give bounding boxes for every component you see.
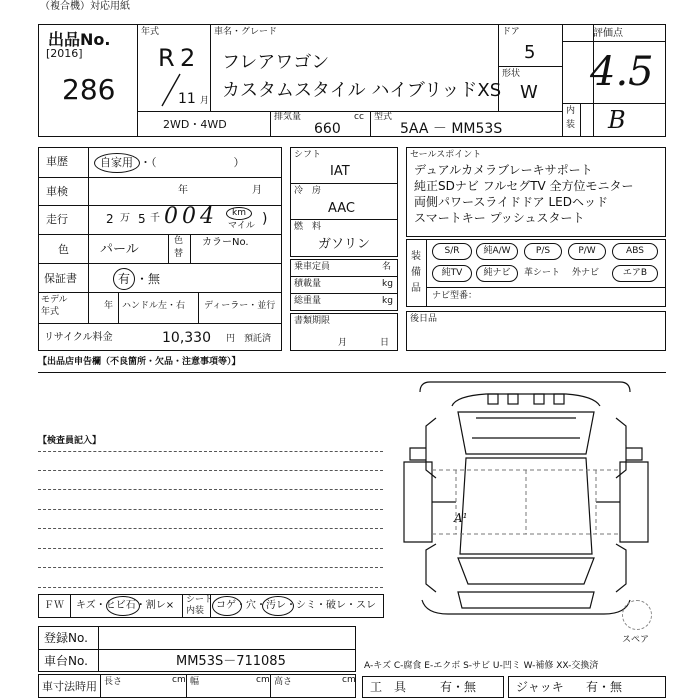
- warranty-label: 保証書: [44, 272, 77, 285]
- drive-label: 2WD・4WD: [163, 118, 227, 131]
- size-width-cm: cm: [256, 675, 270, 685]
- equipment-label-1: 装: [411, 251, 421, 262]
- ac-value: AAC: [328, 201, 355, 216]
- fw-items: キズ・ヒビ石・割レ×: [76, 600, 175, 611]
- equip-sr: S/R: [432, 243, 472, 260]
- seat-circle-1: [212, 596, 242, 616]
- sales-line-2: 純正SDナビ フルセグTV 全方位モニター: [414, 179, 634, 193]
- interior-label-1: 内: [566, 106, 576, 116]
- spare-tire-icon: [622, 600, 652, 630]
- mileage-paren: ): [262, 211, 268, 227]
- displacement-value: 660: [314, 121, 341, 137]
- dealer-label: ディーラー・並行: [204, 301, 276, 311]
- mile-unit: マイル: [228, 221, 255, 231]
- displacement-unit: cc: [354, 112, 364, 122]
- color-value: パール: [100, 242, 139, 257]
- recycle-note: 預託済: [244, 334, 272, 344]
- interior-value: B: [608, 106, 626, 134]
- warranty-no: ・無: [136, 272, 161, 286]
- recycle-label: リサイクル料金: [44, 332, 113, 343]
- score-label: 評価点: [593, 28, 623, 39]
- color-change-label-1: 色: [174, 236, 184, 246]
- color-label: 色: [58, 243, 69, 256]
- size-length-cm: cm: [172, 675, 186, 685]
- inspection-month-unit: 月: [252, 185, 262, 196]
- name-line2: カスタムスタイル ハイブリッドXS: [222, 80, 502, 101]
- color-no-label: カラーNo.: [202, 237, 249, 248]
- fw-label: ＦＷ: [44, 600, 64, 611]
- mileage-sen-unit: 千: [150, 213, 160, 224]
- docs-label: 書類期限: [294, 316, 331, 326]
- seller-notes-label: 【出品店申告欄（不良箇所・欠品・注意事項等）】: [38, 357, 241, 367]
- handle-label: ハンドル: [122, 301, 159, 311]
- equip-leather: 革シート: [524, 268, 561, 278]
- shape-label: 形状: [502, 69, 521, 79]
- tools-value: 有・無: [440, 680, 477, 694]
- mileage-rest: 004: [164, 204, 218, 229]
- reg-label: 登録No.: [44, 631, 88, 645]
- inspection-year-unit: 年: [178, 185, 188, 196]
- chassis-value: MM53S－711085: [176, 654, 286, 669]
- load-unit: kg: [382, 279, 393, 289]
- car-damage-diagram: [396, 378, 658, 618]
- docs-day: 日: [380, 338, 390, 348]
- inspector-label: 【検査員記入】: [38, 436, 102, 446]
- year-stamp: [2016]: [46, 47, 83, 60]
- spare-label: スペア: [622, 635, 650, 645]
- sales-line-1: デュアルカメラブレーキサポート: [414, 163, 593, 177]
- capacity-unit: 名: [382, 262, 392, 272]
- displacement-label: 排気量: [274, 112, 302, 122]
- equip-navi: 純ナビ: [476, 265, 518, 282]
- model-value: 5AA － MM53S: [400, 121, 503, 137]
- equip-airbag: エアB: [612, 265, 658, 282]
- equipment-label-2: 備: [411, 267, 421, 278]
- fuel-value: ガソリン: [318, 237, 371, 252]
- jack-value: 有・無: [586, 680, 623, 694]
- total-weight-unit: kg: [382, 296, 393, 306]
- docs-month: 月: [338, 338, 348, 348]
- mileage-label: 走行: [46, 213, 68, 226]
- ac-label: 冷 房: [294, 186, 322, 196]
- mileage-man: 2: [106, 212, 114, 226]
- model-year-label-2: 年式: [41, 307, 60, 317]
- score-value: 4.5: [590, 49, 654, 95]
- equip-ps: P/S: [524, 243, 562, 260]
- sales-label: セールスポイント: [410, 150, 482, 160]
- recycle-unit: 円: [226, 334, 236, 344]
- late-items-box: [406, 311, 666, 351]
- equipment-label-3: 品: [411, 283, 421, 294]
- size-height-label: 高さ: [274, 677, 293, 687]
- door-value: 5: [524, 42, 536, 63]
- name-line1: フレアワゴン: [222, 52, 330, 73]
- fw-circle: [106, 596, 140, 616]
- year-label: 年式: [141, 27, 160, 37]
- model-year-unit: 年: [104, 301, 114, 311]
- shift-label: シフト: [294, 150, 322, 160]
- fuel-label: 燃 料: [294, 222, 322, 232]
- size-length-label: 長さ: [104, 677, 123, 687]
- damage-legend: A-キズ C-腐食 E-エクボ S-サビ U-凹ミ W-補修 XX-交換済: [364, 661, 599, 671]
- inspection-label: 車検: [46, 185, 68, 198]
- equip-ext-navi: 外ナビ: [572, 268, 600, 278]
- late-label: 後日品: [410, 314, 438, 324]
- warranty-yes: 有: [118, 272, 131, 286]
- equip-abs: ABS: [612, 243, 658, 260]
- top-note: （複合機）対応用紙: [40, 1, 130, 12]
- name-label: 車名・グレード: [214, 27, 278, 37]
- month-value: 11: [178, 91, 196, 107]
- month-unit: 月: [200, 96, 210, 106]
- history-value: 自家用: [100, 156, 133, 169]
- equip-tv: 純TV: [432, 265, 472, 282]
- tools-label: 工 具: [370, 680, 407, 694]
- model-label: 型式: [374, 112, 393, 122]
- color-change-label-2: 替: [174, 249, 184, 259]
- sales-line-3: 両側パワースライドドア LEDヘッド: [414, 195, 609, 209]
- lot-label: 出品No.: [48, 30, 111, 49]
- history-suffix: ・（ ）: [140, 156, 245, 169]
- year-value: 2: [180, 44, 196, 72]
- size-height-cm: cm: [342, 675, 356, 685]
- total-weight-label: 総重量: [294, 296, 322, 306]
- size-width-label: 幅: [190, 677, 200, 687]
- history-label: 車歴: [46, 155, 68, 168]
- interior-label-2: 装: [566, 120, 576, 130]
- load-label: 積載量: [294, 279, 322, 289]
- capacity-label: 乗車定員: [294, 262, 331, 272]
- shape-value: W: [520, 82, 538, 103]
- size-label: 車寸法時用: [42, 680, 97, 693]
- lot-number: 286: [62, 73, 116, 106]
- seat-circle-2: [262, 596, 294, 616]
- navi-model-label: ナビ型番：: [432, 291, 478, 301]
- seat-label-2: 内装: [186, 606, 205, 616]
- handle-value: 左・右: [158, 301, 186, 311]
- km-unit: km: [232, 208, 246, 218]
- mileage-man-unit: 万: [120, 213, 130, 224]
- damage-mark-a1: A¹: [454, 511, 468, 525]
- sales-line-4: スマートキー プッシュスタート: [414, 211, 585, 225]
- model-year-label-1: モデル: [41, 295, 68, 305]
- equip-alloy-wheel: 純A/W: [476, 243, 518, 260]
- shift-value: IAT: [330, 164, 350, 179]
- year-era: R: [158, 44, 175, 72]
- recycle-value: 10,330: [162, 330, 211, 346]
- equip-pw: P/W: [568, 243, 606, 260]
- chassis-label: 車台No.: [44, 654, 88, 668]
- jack-label: ジャッキ: [516, 680, 564, 694]
- seat-label-1: シート: [186, 595, 214, 605]
- mileage-sen: 5: [138, 212, 146, 226]
- seat-items: コゲ・穴・汚レ・シミ・破レ・スレ: [216, 600, 376, 611]
- door-label: ドア: [502, 27, 520, 37]
